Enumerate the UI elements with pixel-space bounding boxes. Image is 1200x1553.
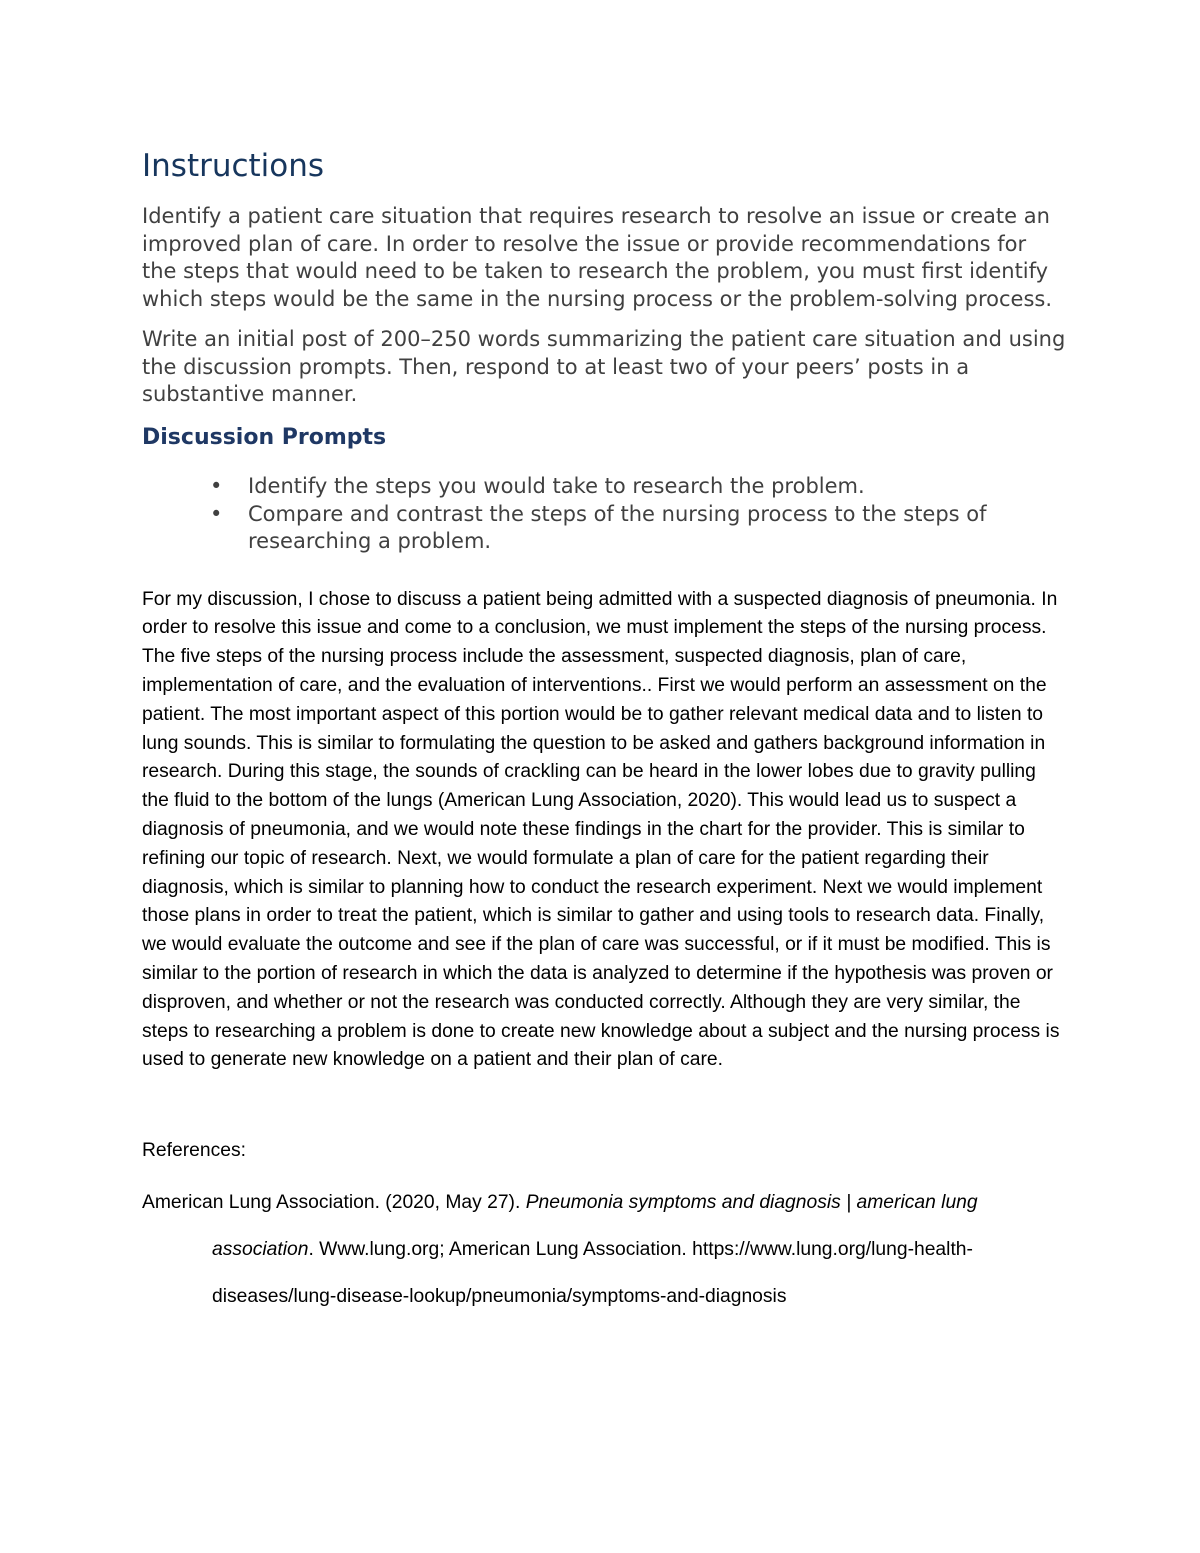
prompt-item <box>142 473 1067 501</box>
instructions-paragraph-1: Identify a patient care situation that requires research to resolve an issue or create an improved plan of care. In order to resolve the issue or provide recommendations for the steps that would need to be taken to research the problem, you must first identify which steps would be the same in the nursing process or the problem-solving process. <box>142 204 1053 311</box>
references-heading: References: <box>142 1140 246 1162</box>
bullet-icon: • <box>210 501 223 526</box>
reference-title: Pneumonia symptoms and diagnosis | american lung association <box>212 1192 978 1261</box>
prompt-item <box>142 501 1067 556</box>
discussion-prompts-heading: Discussion Prompts <box>142 424 387 450</box>
prompt-item-text: Compare and contrast the steps of the nursing process to the steps of researching a problem. <box>248 501 987 554</box>
bullet-icon: • <box>210 474 223 499</box>
prompt-item-text: Identify the steps you would take to research the problem. <box>248 474 865 499</box>
reference-author-date: American Lung Association. (2020, May 27). <box>142 1192 526 1214</box>
document-page <box>142 148 1067 1320</box>
instructions-heading: Instructions <box>142 148 325 184</box>
instructions-paragraph-2: Write an initial post of 200–250 words summarizing the patient care situation and using the discussion prompts. Then, respond to at least two of your peers’ posts in a substantive manner. <box>142 327 1066 407</box>
reference-entry <box>142 1179 1067 1320</box>
discussion-response: For my discussion, I chose to discuss a patient being admitted with a suspected diagnosis of pneumonia. In order to resolve this issue and come to a conclusion, we must implement the steps of the nursing process. The five steps of the nursing process include the assessment, suspected diagnosis, plan of care, implementation of care, and the evaluation of interventions.. First we would perform an assessment on the patient. The most important aspect of this portion would be to gather relevant medical data and to listen to lung sounds. This is similar to formulating the question to be asked and gathers background information in research. During this stage, the sounds of crackling can be heard in the lower lobes due to gravity pulling the fluid to the bottom of the lungs (American Lung Association, 2020). This would lead us to suspect a diagnosis of pneumonia, and we would note these findings in the chart for the provider. This is similar to refining our topic of research. Next, we would formulate a plan of care for the patient regarding their diagnosis, which is similar to planning how to conduct the research experiment. Next we would implement those plans in order to treat the patient, which is similar to gather and using tools to research data. Finally, we would evaluate the outcome and see if the plan of care was successful, or if it must be modified. This is similar to the portion of research in which the data is analyzed to determine if the hypothesis was proven or disproven, and whether or not the research was conducted correctly. Although they are very similar, the steps to researching a problem is done to create new knowledge about a subject and the nursing process is used to generate new knowledge on a patient and their plan of care. <box>142 588 1060 1071</box>
reference-source: . Www.lung.org; American Lung Association. https://www.lung.org/lung-health-diseases/lung-disease-lookup/pneumonia/symptoms-and-diagnosis <box>212 1239 973 1308</box>
discussion-prompts-list <box>142 473 1067 556</box>
